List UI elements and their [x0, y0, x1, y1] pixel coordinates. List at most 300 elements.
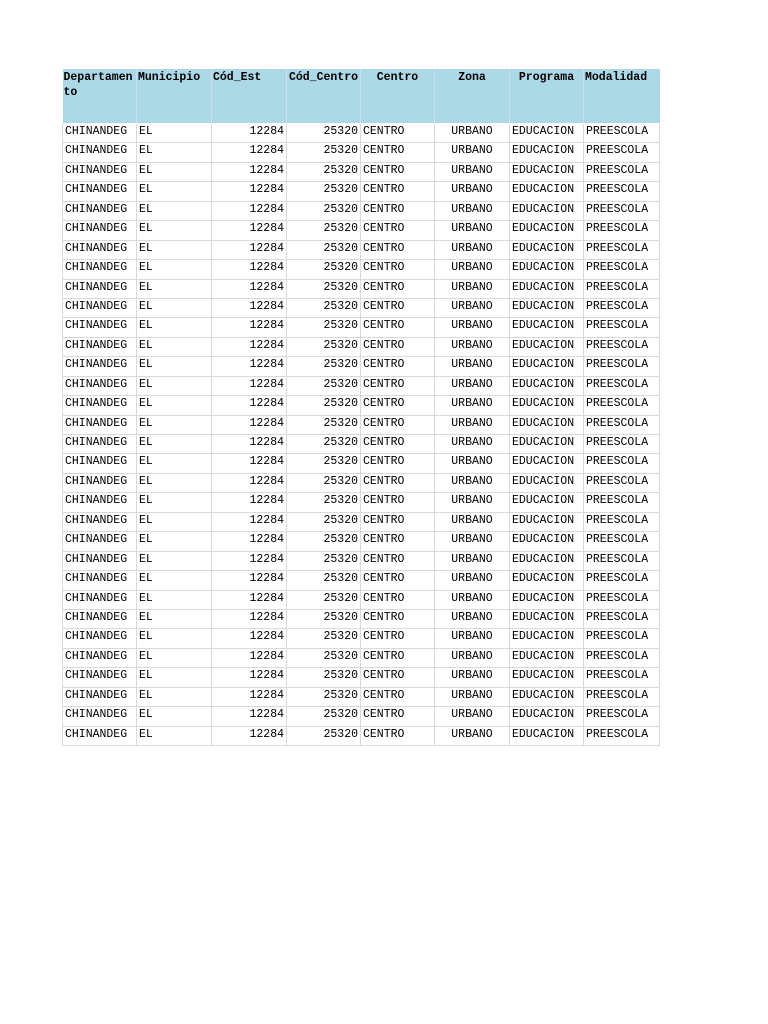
- cell-zona[interactable]: URBANO: [435, 687, 510, 706]
- table-row: [63, 707, 660, 726]
- cell-departamento[interactable]: CHINANDEG: [63, 454, 137, 473]
- table-row: [63, 415, 660, 434]
- cell-cod-centro[interactable]: 25320: [287, 182, 361, 201]
- cell-programa[interactable]: EDUCACION: [510, 532, 584, 551]
- cell-municipio[interactable]: EL: [137, 707, 212, 726]
- cell-zona[interactable]: URBANO: [435, 279, 510, 298]
- cell-zona[interactable]: URBANO: [435, 337, 510, 356]
- cell-municipio[interactable]: EL: [137, 415, 212, 434]
- cell-centro[interactable]: CENTRO: [361, 396, 435, 415]
- cell-cod-est[interactable]: 12284: [212, 337, 287, 356]
- cell-cod-centro[interactable]: 25320: [287, 415, 361, 434]
- cell-programa[interactable]: EDUCACION: [510, 435, 584, 454]
- table-row: [63, 629, 660, 648]
- cell-cod-centro[interactable]: 25320: [287, 435, 361, 454]
- cell-departamento[interactable]: CHINANDEG: [63, 279, 137, 298]
- cell-centro[interactable]: CENTRO: [361, 668, 435, 687]
- cell-cod-centro[interactable]: 25320: [287, 551, 361, 570]
- cell-centro[interactable]: CENTRO: [361, 726, 435, 745]
- cell-modalidad[interactable]: PREESCOLA: [584, 454, 660, 473]
- cell-modalidad[interactable]: PREESCOLA: [584, 318, 660, 337]
- cell-departamento[interactable]: CHINANDEG: [63, 376, 137, 395]
- cell-zona[interactable]: URBANO: [435, 590, 510, 609]
- cell-centro[interactable]: CENTRO: [361, 260, 435, 279]
- header-row: [63, 69, 660, 123]
- cell-municipio[interactable]: EL: [137, 318, 212, 337]
- cell-departamento[interactable]: CHINANDEG: [63, 726, 137, 745]
- cell-programa[interactable]: EDUCACION: [510, 590, 584, 609]
- cell-cod-centro[interactable]: 25320: [287, 532, 361, 551]
- cell-cod-est[interactable]: 12284: [212, 454, 287, 473]
- cell-municipio[interactable]: EL: [137, 357, 212, 376]
- cell-municipio[interactable]: EL: [137, 493, 212, 512]
- table-row: [63, 609, 660, 628]
- cell-cod-est[interactable]: 12284: [212, 396, 287, 415]
- cell-centro[interactable]: CENTRO: [361, 687, 435, 706]
- cell-programa[interactable]: EDUCACION: [510, 143, 584, 162]
- cell-departamento[interactable]: CHINANDEG: [63, 357, 137, 376]
- cell-programa[interactable]: EDUCACION: [510, 182, 584, 201]
- table-row: [63, 260, 660, 279]
- cell-centro[interactable]: CENTRO: [361, 124, 435, 143]
- cell-programa[interactable]: EDUCACION: [510, 415, 584, 434]
- table-row: [63, 298, 660, 317]
- cell-centro[interactable]: CENTRO: [361, 571, 435, 590]
- cell-cod-centro[interactable]: 25320: [287, 201, 361, 220]
- cell-cod-centro[interactable]: 25320: [287, 454, 361, 473]
- cell-cod-centro[interactable]: 25320: [287, 143, 361, 162]
- cell-modalidad[interactable]: PREESCOLA: [584, 435, 660, 454]
- cell-modalidad[interactable]: PREESCOLA: [584, 726, 660, 745]
- cell-departamento[interactable]: CHINANDEG: [63, 609, 137, 628]
- cell-zona[interactable]: URBANO: [435, 512, 510, 531]
- cell-centro[interactable]: CENTRO: [361, 240, 435, 259]
- cell-modalidad[interactable]: PREESCOLA: [584, 376, 660, 395]
- cell-centro[interactable]: CENTRO: [361, 493, 435, 512]
- cell-cod-centro[interactable]: 25320: [287, 609, 361, 628]
- cell-municipio[interactable]: EL: [137, 298, 212, 317]
- cell-cod-est[interactable]: 12284: [212, 590, 287, 609]
- cell-cod-centro[interactable]: 25320: [287, 357, 361, 376]
- cell-zona[interactable]: URBANO: [435, 182, 510, 201]
- header-centro[interactable]: Centro: [361, 69, 435, 123]
- table-row: [63, 279, 660, 298]
- table-row: [63, 493, 660, 512]
- cell-cod-est[interactable]: 12284: [212, 726, 287, 745]
- cell-cod-centro[interactable]: 25320: [287, 279, 361, 298]
- cell-cod-est[interactable]: 12284: [212, 571, 287, 590]
- table-row: [63, 590, 660, 609]
- cell-programa[interactable]: EDUCACION: [510, 396, 584, 415]
- cell-municipio[interactable]: EL: [137, 376, 212, 395]
- cell-municipio[interactable]: EL: [137, 668, 212, 687]
- cell-modalidad[interactable]: PREESCOLA: [584, 221, 660, 240]
- cell-programa[interactable]: EDUCACION: [510, 571, 584, 590]
- cell-departamento[interactable]: CHINANDEG: [63, 532, 137, 551]
- cell-cod-centro[interactable]: 25320: [287, 629, 361, 648]
- table-row: [63, 240, 660, 259]
- cell-cod-centro[interactable]: 25320: [287, 668, 361, 687]
- cell-cod-est[interactable]: 12284: [212, 124, 287, 143]
- table-row: [63, 687, 660, 706]
- cell-modalidad[interactable]: PREESCOLA: [584, 473, 660, 492]
- cell-zona[interactable]: URBANO: [435, 473, 510, 492]
- cell-departamento[interactable]: CHINANDEG: [63, 143, 137, 162]
- cell-centro[interactable]: CENTRO: [361, 279, 435, 298]
- cell-centro[interactable]: CENTRO: [361, 707, 435, 726]
- table-row: [63, 473, 660, 492]
- cell-municipio[interactable]: EL: [137, 221, 212, 240]
- cell-cod-est[interactable]: 12284: [212, 629, 287, 648]
- cell-cod-centro[interactable]: 25320: [287, 162, 361, 181]
- cell-programa[interactable]: EDUCACION: [510, 454, 584, 473]
- cell-zona[interactable]: URBANO: [435, 551, 510, 570]
- cell-zona[interactable]: URBANO: [435, 435, 510, 454]
- cell-cod-est[interactable]: 12284: [212, 707, 287, 726]
- cell-modalidad[interactable]: PREESCOLA: [584, 260, 660, 279]
- cell-cod-centro[interactable]: 25320: [287, 648, 361, 667]
- cell-zona[interactable]: URBANO: [435, 162, 510, 181]
- cell-cod-centro[interactable]: 25320: [287, 473, 361, 492]
- table-row: [63, 162, 660, 181]
- cell-zona[interactable]: URBANO: [435, 668, 510, 687]
- cell-municipio[interactable]: EL: [137, 726, 212, 745]
- cell-zona[interactable]: URBANO: [435, 609, 510, 628]
- cell-centro[interactable]: CENTRO: [361, 298, 435, 317]
- cell-modalidad[interactable]: PREESCOLA: [584, 279, 660, 298]
- cell-programa[interactable]: EDUCACION: [510, 376, 584, 395]
- cell-cod-est[interactable]: 12284: [212, 279, 287, 298]
- cell-programa[interactable]: EDUCACION: [510, 648, 584, 667]
- cell-departamento[interactable]: CHINANDEG: [63, 415, 137, 434]
- cell-programa[interactable]: EDUCACION: [510, 124, 584, 143]
- cell-cod-centro[interactable]: 25320: [287, 260, 361, 279]
- cell-modalidad[interactable]: PREESCOLA: [584, 162, 660, 181]
- cell-zona[interactable]: URBANO: [435, 318, 510, 337]
- spreadsheet: [62, 69, 659, 746]
- cell-cod-est[interactable]: 12284: [212, 415, 287, 434]
- cell-zona[interactable]: URBANO: [435, 298, 510, 317]
- cell-centro[interactable]: CENTRO: [361, 629, 435, 648]
- cell-programa[interactable]: EDUCACION: [510, 318, 584, 337]
- cell-centro[interactable]: CENTRO: [361, 318, 435, 337]
- cell-programa[interactable]: EDUCACION: [510, 707, 584, 726]
- cell-modalidad[interactable]: PREESCOLA: [584, 629, 660, 648]
- cell-zona[interactable]: URBANO: [435, 124, 510, 143]
- cell-zona[interactable]: URBANO: [435, 143, 510, 162]
- cell-centro[interactable]: CENTRO: [361, 221, 435, 240]
- cell-cod-est[interactable]: 12284: [212, 143, 287, 162]
- data-table: [62, 69, 660, 746]
- table-row: [63, 124, 660, 143]
- cell-cod-centro[interactable]: 25320: [287, 318, 361, 337]
- cell-zona[interactable]: URBANO: [435, 415, 510, 434]
- cell-cod-centro[interactable]: 25320: [287, 590, 361, 609]
- cell-centro[interactable]: CENTRO: [361, 162, 435, 181]
- cell-programa[interactable]: EDUCACION: [510, 240, 584, 259]
- cell-cod-est[interactable]: 12284: [212, 240, 287, 259]
- header-programa[interactable]: Programa: [510, 69, 584, 123]
- cell-zona[interactable]: URBANO: [435, 357, 510, 376]
- cell-departamento[interactable]: CHINANDEG: [63, 201, 137, 220]
- cell-centro[interactable]: CENTRO: [361, 609, 435, 628]
- table-row: [63, 512, 660, 531]
- cell-municipio[interactable]: EL: [137, 629, 212, 648]
- cell-centro[interactable]: CENTRO: [361, 182, 435, 201]
- cell-zona[interactable]: URBANO: [435, 376, 510, 395]
- cell-modalidad[interactable]: PREESCOLA: [584, 668, 660, 687]
- header-departamento[interactable]: Departamento: [63, 69, 137, 123]
- cell-municipio[interactable]: EL: [137, 473, 212, 492]
- cell-centro[interactable]: CENTRO: [361, 357, 435, 376]
- cell-municipio[interactable]: EL: [137, 240, 212, 259]
- header-cod-est[interactable]: Cód_Est: [212, 69, 287, 123]
- cell-cod-centro[interactable]: 25320: [287, 298, 361, 317]
- cell-departamento[interactable]: CHINANDEG: [63, 473, 137, 492]
- cell-centro[interactable]: CENTRO: [361, 201, 435, 220]
- cell-municipio[interactable]: EL: [137, 512, 212, 531]
- cell-cod-centro[interactable]: 25320: [287, 240, 361, 259]
- cell-centro[interactable]: CENTRO: [361, 415, 435, 434]
- cell-departamento[interactable]: CHINANDEG: [63, 124, 137, 143]
- cell-departamento[interactable]: CHINANDEG: [63, 182, 137, 201]
- cell-cod-est[interactable]: 12284: [212, 493, 287, 512]
- cell-modalidad[interactable]: PREESCOLA: [584, 493, 660, 512]
- cell-departamento[interactable]: CHINANDEG: [63, 590, 137, 609]
- cell-modalidad[interactable]: PREESCOLA: [584, 337, 660, 356]
- table-row: [63, 357, 660, 376]
- cell-modalidad[interactable]: PREESCOLA: [584, 415, 660, 434]
- cell-cod-est[interactable]: 12284: [212, 298, 287, 317]
- cell-departamento[interactable]: CHINANDEG: [63, 221, 137, 240]
- cell-cod-est[interactable]: 12284: [212, 162, 287, 181]
- cell-cod-est[interactable]: 12284: [212, 435, 287, 454]
- cell-departamento[interactable]: CHINANDEG: [63, 512, 137, 531]
- cell-modalidad[interactable]: PREESCOLA: [584, 201, 660, 220]
- cell-cod-centro[interactable]: 25320: [287, 571, 361, 590]
- cell-modalidad[interactable]: PREESCOLA: [584, 143, 660, 162]
- cell-municipio[interactable]: EL: [137, 571, 212, 590]
- cell-programa[interactable]: EDUCACION: [510, 260, 584, 279]
- cell-cod-est[interactable]: 12284: [212, 260, 287, 279]
- cell-programa[interactable]: EDUCACION: [510, 609, 584, 628]
- cell-municipio[interactable]: EL: [137, 454, 212, 473]
- cell-programa[interactable]: EDUCACION: [510, 201, 584, 220]
- cell-cod-est[interactable]: 12284: [212, 357, 287, 376]
- cell-municipio[interactable]: EL: [137, 687, 212, 706]
- cell-municipio[interactable]: EL: [137, 143, 212, 162]
- cell-municipio[interactable]: EL: [137, 532, 212, 551]
- cell-departamento[interactable]: CHINANDEG: [63, 298, 137, 317]
- cell-zona[interactable]: URBANO: [435, 240, 510, 259]
- cell-departamento[interactable]: CHINANDEG: [63, 318, 137, 337]
- cell-centro[interactable]: CENTRO: [361, 435, 435, 454]
- cell-zona[interactable]: URBANO: [435, 629, 510, 648]
- cell-centro[interactable]: CENTRO: [361, 512, 435, 531]
- cell-departamento[interactable]: CHINANDEG: [63, 551, 137, 570]
- cell-programa[interactable]: EDUCACION: [510, 512, 584, 531]
- cell-departamento[interactable]: CHINANDEG: [63, 687, 137, 706]
- cell-cod-est[interactable]: 12284: [212, 687, 287, 706]
- cell-centro[interactable]: CENTRO: [361, 143, 435, 162]
- cell-cod-centro[interactable]: 25320: [287, 707, 361, 726]
- cell-centro[interactable]: CENTRO: [361, 590, 435, 609]
- cell-programa[interactable]: EDUCACION: [510, 279, 584, 298]
- cell-zona[interactable]: URBANO: [435, 493, 510, 512]
- cell-cod-centro[interactable]: 25320: [287, 726, 361, 745]
- cell-municipio[interactable]: EL: [137, 182, 212, 201]
- cell-modalidad[interactable]: PREESCOLA: [584, 182, 660, 201]
- cell-modalidad[interactable]: PREESCOLA: [584, 357, 660, 376]
- cell-cod-est[interactable]: 12284: [212, 376, 287, 395]
- cell-cod-centro[interactable]: 25320: [287, 687, 361, 706]
- cell-centro[interactable]: CENTRO: [361, 532, 435, 551]
- cell-modalidad[interactable]: PREESCOLA: [584, 124, 660, 143]
- cell-zona[interactable]: URBANO: [435, 707, 510, 726]
- cell-centro[interactable]: CENTRO: [361, 473, 435, 492]
- cell-municipio[interactable]: EL: [137, 337, 212, 356]
- cell-programa[interactable]: EDUCACION: [510, 551, 584, 570]
- cell-programa[interactable]: EDUCACION: [510, 668, 584, 687]
- cell-zona[interactable]: URBANO: [435, 454, 510, 473]
- cell-cod-est[interactable]: 12284: [212, 532, 287, 551]
- cell-cod-centro[interactable]: 25320: [287, 493, 361, 512]
- table-row: [63, 668, 660, 687]
- cell-zona[interactable]: URBANO: [435, 260, 510, 279]
- cell-modalidad[interactable]: PREESCOLA: [584, 532, 660, 551]
- cell-departamento[interactable]: CHINANDEG: [63, 260, 137, 279]
- cell-municipio[interactable]: EL: [137, 124, 212, 143]
- cell-programa[interactable]: EDUCACION: [510, 726, 584, 745]
- cell-cod-est[interactable]: 12284: [212, 551, 287, 570]
- table-row: [63, 318, 660, 337]
- cell-zona[interactable]: URBANO: [435, 396, 510, 415]
- cell-cod-est[interactable]: 12284: [212, 473, 287, 492]
- table-row: [63, 201, 660, 220]
- table-row: [63, 726, 660, 745]
- cell-municipio[interactable]: EL: [137, 609, 212, 628]
- cell-departamento[interactable]: CHINANDEG: [63, 629, 137, 648]
- cell-municipio[interactable]: EL: [137, 396, 212, 415]
- cell-programa[interactable]: EDUCACION: [510, 298, 584, 317]
- cell-municipio[interactable]: EL: [137, 435, 212, 454]
- table-row: [63, 532, 660, 551]
- cell-programa[interactable]: EDUCACION: [510, 493, 584, 512]
- cell-zona[interactable]: URBANO: [435, 221, 510, 240]
- cell-centro[interactable]: CENTRO: [361, 551, 435, 570]
- cell-modalidad[interactable]: PREESCOLA: [584, 609, 660, 628]
- table-row: [63, 396, 660, 415]
- cell-cod-centro[interactable]: 25320: [287, 221, 361, 240]
- cell-departamento[interactable]: CHINANDEG: [63, 648, 137, 667]
- cell-modalidad[interactable]: PREESCOLA: [584, 571, 660, 590]
- cell-programa[interactable]: EDUCACION: [510, 337, 584, 356]
- cell-modalidad[interactable]: PREESCOLA: [584, 648, 660, 667]
- cell-cod-est[interactable]: 12284: [212, 648, 287, 667]
- cell-municipio[interactable]: EL: [137, 648, 212, 667]
- table-row: [63, 182, 660, 201]
- cell-cod-est[interactable]: 12284: [212, 512, 287, 531]
- cell-cod-est[interactable]: 12284: [212, 609, 287, 628]
- cell-modalidad[interactable]: PREESCOLA: [584, 396, 660, 415]
- cell-municipio[interactable]: EL: [137, 162, 212, 181]
- cell-zona[interactable]: URBANO: [435, 726, 510, 745]
- cell-departamento[interactable]: CHINANDEG: [63, 707, 137, 726]
- cell-modalidad[interactable]: PREESCOLA: [584, 590, 660, 609]
- cell-programa[interactable]: EDUCACION: [510, 473, 584, 492]
- cell-departamento[interactable]: CHINANDEG: [63, 337, 137, 356]
- cell-programa[interactable]: EDUCACION: [510, 221, 584, 240]
- header-municipio[interactable]: Municipio: [137, 69, 212, 123]
- header-modalidad[interactable]: Modalidad: [584, 69, 660, 123]
- cell-cod-centro[interactable]: 25320: [287, 376, 361, 395]
- cell-municipio[interactable]: EL: [137, 260, 212, 279]
- cell-modalidad[interactable]: PREESCOLA: [584, 512, 660, 531]
- cell-centro[interactable]: CENTRO: [361, 337, 435, 356]
- cell-modalidad[interactable]: PREESCOLA: [584, 298, 660, 317]
- cell-zona[interactable]: URBANO: [435, 571, 510, 590]
- cell-departamento[interactable]: CHINANDEG: [63, 435, 137, 454]
- table-row: [63, 337, 660, 356]
- cell-departamento[interactable]: CHINANDEG: [63, 668, 137, 687]
- cell-departamento[interactable]: CHINANDEG: [63, 396, 137, 415]
- cell-departamento[interactable]: CHINANDEG: [63, 493, 137, 512]
- cell-cod-centro[interactable]: 25320: [287, 337, 361, 356]
- table-row: [63, 376, 660, 395]
- table-row: [63, 143, 660, 162]
- table-body: [63, 123, 660, 746]
- header-cod-centro[interactable]: Cód_Centro: [287, 69, 361, 123]
- cell-departamento[interactable]: CHINANDEG: [63, 162, 137, 181]
- table-row: [63, 648, 660, 667]
- cell-centro[interactable]: CENTRO: [361, 648, 435, 667]
- cell-programa[interactable]: EDUCACION: [510, 162, 584, 181]
- cell-centro[interactable]: CENTRO: [361, 376, 435, 395]
- cell-programa[interactable]: EDUCACION: [510, 687, 584, 706]
- cell-municipio[interactable]: EL: [137, 590, 212, 609]
- table-row: [63, 435, 660, 454]
- cell-cod-est[interactable]: 12284: [212, 182, 287, 201]
- cell-zona[interactable]: URBANO: [435, 201, 510, 220]
- cell-cod-est[interactable]: 12284: [212, 318, 287, 337]
- cell-cod-est[interactable]: 12284: [212, 201, 287, 220]
- cell-modalidad[interactable]: PREESCOLA: [584, 240, 660, 259]
- cell-centro[interactable]: CENTRO: [361, 454, 435, 473]
- cell-modalidad[interactable]: PREESCOLA: [584, 707, 660, 726]
- cell-cod-centro[interactable]: 25320: [287, 512, 361, 531]
- table-row: [63, 571, 660, 590]
- cell-programa[interactable]: EDUCACION: [510, 629, 584, 648]
- cell-modalidad[interactable]: PREESCOLA: [584, 551, 660, 570]
- cell-municipio[interactable]: EL: [137, 201, 212, 220]
- cell-zona[interactable]: URBANO: [435, 532, 510, 551]
- cell-cod-centro[interactable]: 25320: [287, 396, 361, 415]
- cell-zona[interactable]: URBANO: [435, 648, 510, 667]
- cell-municipio[interactable]: EL: [137, 551, 212, 570]
- cell-cod-centro[interactable]: 25320: [287, 124, 361, 143]
- table-row: [63, 454, 660, 473]
- cell-cod-est[interactable]: 12284: [212, 221, 287, 240]
- cell-departamento[interactable]: CHINANDEG: [63, 571, 137, 590]
- cell-municipio[interactable]: EL: [137, 279, 212, 298]
- cell-programa[interactable]: EDUCACION: [510, 357, 584, 376]
- cell-modalidad[interactable]: PREESCOLA: [584, 687, 660, 706]
- header-zona[interactable]: Zona: [435, 69, 510, 123]
- cell-departamento[interactable]: CHINANDEG: [63, 240, 137, 259]
- cell-cod-est[interactable]: 12284: [212, 668, 287, 687]
- table-row: [63, 221, 660, 240]
- table-row: [63, 551, 660, 570]
